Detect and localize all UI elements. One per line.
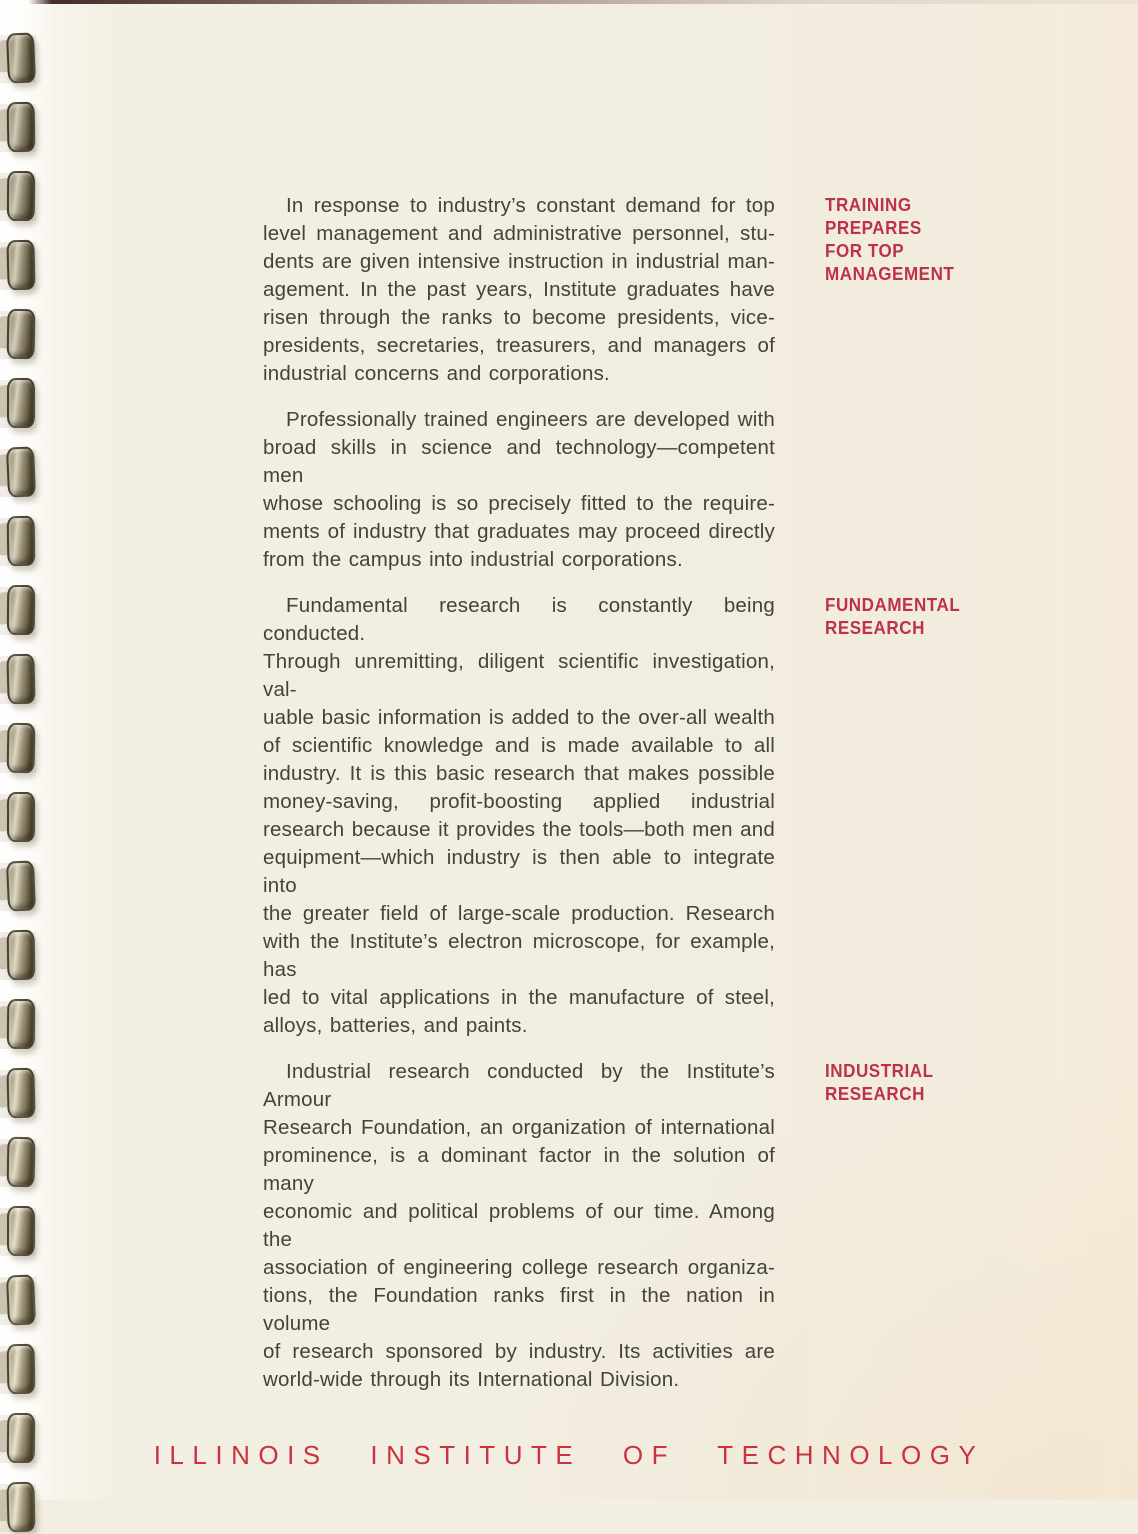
binding-wire-icon <box>6 654 35 705</box>
paragraph-line: broad skills in science and technology—competent men <box>263 436 775 487</box>
binding-loop <box>0 33 46 85</box>
binding-loop <box>0 1206 46 1258</box>
heading-line: FOR TOP <box>825 240 905 261</box>
paragraph <box>263 1058 775 1394</box>
paragraph-line: whose schooling is so precisely fitted to the require- <box>263 492 775 515</box>
binding-loop <box>0 654 46 706</box>
binding-loop <box>0 447 46 499</box>
binding-loop <box>0 861 46 913</box>
binding-loop <box>0 309 46 361</box>
paragraph-line: Research Foundation, an organization of international <box>263 1116 775 1139</box>
heading-line: FUNDAMENTAL <box>825 594 961 615</box>
footer-title: ILLINOIS INSTITUTE OF TECHNOLOGY <box>153 1440 985 1470</box>
heading-line: TRAINING <box>825 194 912 215</box>
binding-wire-icon <box>6 1068 35 1119</box>
binding-wire-icon <box>7 171 35 221</box>
paragraph-line: world-wide through its International Division. <box>263 1368 680 1391</box>
paragraph-line: money-saving, profit-boosting applied industrial <box>263 790 775 813</box>
binding-loop <box>0 516 46 568</box>
binding-wire-icon <box>7 723 36 773</box>
binding-wire-icon <box>6 32 36 83</box>
paragraph-line: Professionally trained engineers are developed with <box>286 408 775 431</box>
binding-wire-icon <box>7 102 36 152</box>
margin-heading <box>825 192 966 285</box>
binding-loop <box>0 1137 46 1189</box>
binding-loop <box>0 1482 46 1534</box>
paragraph-line: research because it provides the tools—both men and <box>263 818 775 841</box>
binding-wire-icon <box>6 1482 35 1533</box>
paragraph-line: led to vital applications in the manufacture of steel, <box>263 986 775 1009</box>
paragraph-line: economic and political problems of our time. Among the <box>263 1200 775 1251</box>
paragraph-line: alloys, batteries, and paints. <box>263 1014 528 1037</box>
binding-loop <box>0 999 46 1051</box>
binding-loop <box>0 930 46 982</box>
binding-wire-icon <box>7 999 35 1049</box>
heading-line: PREPARES <box>825 217 922 238</box>
binding-loop <box>0 585 46 637</box>
binding-loop <box>0 171 46 223</box>
paragraph-line: prominence, is a dominant factor in the solution of many <box>263 1144 775 1195</box>
binding-wire-icon <box>7 378 35 428</box>
paragraph <box>263 406 775 574</box>
binding-wire-icon <box>7 309 36 359</box>
binding-wire-icon <box>6 1274 36 1325</box>
binding-wire-icon <box>7 516 36 566</box>
paragraph-line: agement. In the past years, Institute graduates have <box>263 278 775 301</box>
paragraph-line: with the Institute’s electron microscope, for example, has <box>263 930 775 981</box>
margin-heading <box>825 592 972 639</box>
paragraph-line: of research sponsored by industry. Its activities are <box>263 1340 775 1363</box>
paragraph-line: presidents, secretaries, treasurers, and managers of <box>263 334 775 357</box>
binding-wire-icon <box>6 446 36 497</box>
binding-loop <box>0 723 46 775</box>
heading-line: RESEARCH <box>825 1083 925 1104</box>
binding-wire-icon <box>7 1137 36 1187</box>
binding-wire-icon <box>7 930 36 980</box>
paragraph-line: equipment—which industry is then able to integrate into <box>263 846 775 897</box>
binding-loop <box>0 378 46 430</box>
text-block <box>263 192 983 388</box>
paragraph-line: tions, the Foundation ranks first in the nation in volume <box>263 1284 775 1335</box>
heading-line: MANAGEMENT <box>825 263 955 284</box>
paragraph-line: of scientific knowledge and is made available to all <box>263 734 775 757</box>
paragraph-line: uable basic information is added to the over-all wealth <box>263 706 775 729</box>
paragraph-line: Fundamental research is constantly being conducted. <box>263 594 775 645</box>
margin-heading <box>825 1058 943 1105</box>
paragraph-line: risen through the ranks to become presidents, vice- <box>263 306 775 329</box>
paragraph-line: association of engineering college research organiza- <box>263 1256 775 1279</box>
binding-wire-icon <box>6 240 35 291</box>
binding-loop <box>0 102 46 154</box>
paragraph <box>263 592 775 1040</box>
binding-loop <box>0 1068 46 1120</box>
heading-line: INDUSTRIAL <box>825 1060 934 1081</box>
binding-loop <box>0 792 46 844</box>
paragraph-line: industrial concerns and corporations. <box>263 362 610 385</box>
text-blocks <box>263 192 983 1412</box>
paragraph-line: level management and administrative personnel, stu- <box>263 222 775 245</box>
paragraph-line: Through unremitting, diligent scientific investigation, val- <box>263 650 775 701</box>
paragraph-line: Industrial research conducted by the Institute’s Armour <box>263 1060 775 1111</box>
binding-loop <box>0 240 46 292</box>
binding-wire-icon <box>6 860 36 911</box>
binding-loop <box>0 1344 46 1396</box>
text-block <box>263 406 983 574</box>
paragraph-line: from the campus into industrial corporations. <box>263 548 683 571</box>
paragraph-line: ments of industry that graduates may proceed directly <box>263 520 775 543</box>
heading-line: RESEARCH <box>825 617 925 638</box>
binding-wire-icon <box>7 1344 36 1394</box>
binding-loop <box>0 1275 46 1327</box>
paragraph-line: the greater field of large-scale production. Research <box>263 902 775 925</box>
binding-wire-icon <box>7 1206 35 1256</box>
paragraph-line: In response to industry’s constant demand for top <box>286 194 775 217</box>
scan-top-edge <box>0 0 1138 4</box>
binding-wire-icon <box>7 585 35 635</box>
text-block <box>263 1058 983 1394</box>
binding-wire-icon <box>7 792 35 842</box>
paragraph-line: industry. It is this basic research that makes possible <box>263 762 775 785</box>
spiral-binding <box>0 0 60 1500</box>
text-block <box>263 592 983 1040</box>
paragraph <box>263 192 775 388</box>
paragraph-line: dents are given intensive instruction in industrial man- <box>263 250 775 273</box>
